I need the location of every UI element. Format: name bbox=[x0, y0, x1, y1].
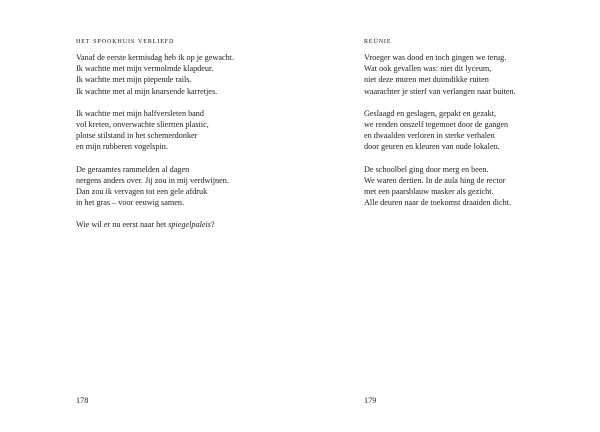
closing-line-suffix: ? bbox=[210, 220, 215, 230]
stanza bbox=[76, 52, 234, 97]
poem-line: Alle deuren naar de toekomst draaiden dicht. bbox=[364, 198, 512, 208]
poem-line: Ik wachtte met mijn halfversleten band bbox=[76, 108, 204, 118]
right-page bbox=[300, 0, 600, 432]
closing-line-prefix: Wie wil er nu eerst naar het bbox=[76, 220, 169, 230]
poem-body bbox=[76, 52, 234, 242]
poem-line: en mijn rubberen vogelspin. bbox=[76, 142, 168, 152]
poem-line: Geslaagd en geslagen, gepakt en gezakt, bbox=[364, 108, 497, 118]
poem-line: niet deze muren met duimdikke ruiten bbox=[364, 75, 489, 85]
closing-line-italic: spiegelpaleis bbox=[168, 220, 211, 230]
stanza bbox=[364, 52, 516, 97]
poem-line: we renden onszelf tegemoet door de gangen bbox=[364, 120, 509, 130]
stanza bbox=[76, 164, 234, 209]
poem-line: Ik wachtte met mijn piepende rails. bbox=[76, 75, 192, 85]
poem-line: Dan zou ik vervagen tot een gele afdruk bbox=[76, 187, 208, 197]
page-number: 178 bbox=[76, 396, 89, 405]
poem-line: plotse stilstand in het schemerdonker bbox=[76, 131, 198, 141]
poem-line: nergens anders over. Jij zou in mij verdwijnen. bbox=[76, 175, 229, 185]
poem-line: We waren dertien. In de aula hing de rector bbox=[364, 175, 506, 185]
poem-title: het spookhuis verliefd bbox=[76, 36, 175, 45]
poem-line: waarachter je stierf van verlangen naar buiten. bbox=[364, 86, 516, 96]
poem-line: vol kreten, onverwachte sliertten plastic, bbox=[76, 120, 209, 130]
poem-line: De geraamtes rammelden al dagen bbox=[76, 164, 190, 174]
poem-line: Vroeger was dood en toch gingen we terug. bbox=[364, 53, 507, 62]
stanza bbox=[364, 108, 516, 153]
closing-line bbox=[76, 219, 234, 230]
poem-line: in het gras – voor eeuwig samen. bbox=[76, 198, 185, 208]
poem-line: met een paarsblauw masker als gezicht. bbox=[364, 187, 494, 197]
poem-line: door geuren en kleuren van oude lokalen. bbox=[364, 142, 500, 152]
poem-title: reünie bbox=[364, 36, 392, 45]
poem-line: Ik wachtte met al mijn knarsende karretjes. bbox=[76, 86, 218, 96]
poem-body bbox=[364, 52, 516, 219]
stanza bbox=[76, 219, 234, 230]
poem-line: Ik wachtte met mijn vermolmde klapdeur. bbox=[76, 64, 214, 74]
poem-line: Wat ook gevallen was: niet dit lyceum, bbox=[364, 64, 492, 74]
poem-line: en dwaalden verloren in sterke verhalen bbox=[364, 131, 495, 141]
poem-line: Vanaf de eerste kermisdag heb ik op je gewacht. bbox=[76, 53, 234, 62]
page-number: 179 bbox=[364, 396, 377, 405]
stanza bbox=[364, 164, 516, 209]
stanza bbox=[76, 108, 234, 153]
poem-line: De schoolbel ging door merg en been. bbox=[364, 164, 489, 174]
